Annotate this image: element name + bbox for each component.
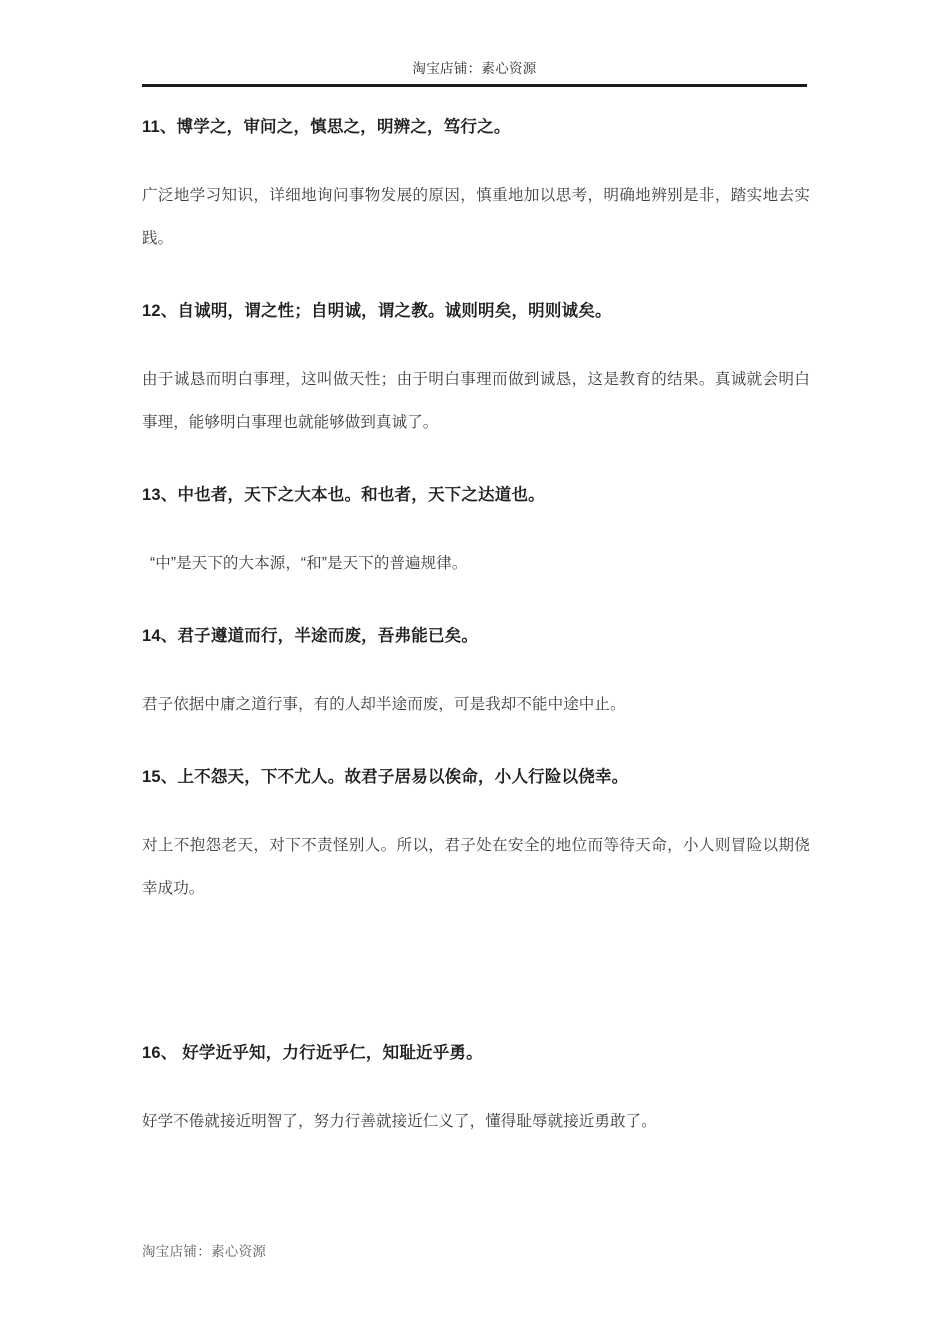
entry-12 <box>142 296 810 444</box>
header-divider <box>142 84 807 87</box>
page-footer <box>142 1243 810 1261</box>
spacer <box>142 510 810 542</box>
spacer <box>142 444 810 480</box>
entry-13 <box>142 480 810 585</box>
spacer <box>142 260 810 296</box>
spacer <box>142 792 810 824</box>
entry-14 <box>142 621 810 726</box>
entry-heading: 16、 好学近乎知，力行近乎仁，知耻近乎勇。 <box>142 1044 483 1062</box>
document-content <box>142 112 810 1143</box>
entry-16 <box>142 1038 810 1143</box>
spacer <box>142 142 810 174</box>
entry-body: 对上不抱怨老天，对下不责怪别人。所以，君子处在安全的地位而等待天命，小人则冒险以期侥幸成功。 <box>142 837 810 897</box>
entry-body: 好学不倦就接近明智了，努力行善就接近仁义了，懂得耻辱就接近勇敢了。 <box>142 1113 657 1130</box>
page-header <box>142 60 807 87</box>
spacer <box>142 326 810 358</box>
entry-body: 君子依据中庸之道行事，有的人却半途而废，可是我却不能中途中止。 <box>142 696 626 713</box>
page-footer-text: 淘宝店铺：素心资源 <box>142 1244 267 1259</box>
entry-body: “中”是天下的大本源，“和”是天下的普遍规律。 <box>150 555 468 572</box>
entry-heading: 12、自诚明，谓之性；自明诚，谓之教。诚则明矣，明则诚矣。 <box>142 302 612 320</box>
entry-15 <box>142 762 810 910</box>
page-header-text: 淘宝店铺：素心资源 <box>412 61 537 76</box>
section-spacer <box>142 910 810 1038</box>
entry-body: 广泛地学习知识，详细地询问事物发展的原因，慎重地加以思考，明确地辨别是非，踏实地去实践。 <box>142 187 810 247</box>
entry-body: 由于诚恳而明白事理，这叫做天性；由于明白事理而做到诚恳，这是教育的结果。真诚就会明白事理，能够明白事理也就能够做到真诚了。 <box>142 371 810 431</box>
spacer <box>142 726 810 762</box>
entry-11 <box>142 112 810 260</box>
entry-heading: 14、君子遵道而行，半途而废，吾弗能已矣。 <box>142 627 479 645</box>
spacer <box>142 651 810 683</box>
entry-heading: 13、中也者，天下之大本也。和也者，天下之达道也。 <box>142 486 545 504</box>
entry-heading: 11、博学之，审问之，慎思之，明辨之，笃行之。 <box>142 118 511 136</box>
entry-heading: 15、上不怨天，下不尤人。故君子居易以俟命，小人行险以侥幸。 <box>142 768 629 786</box>
spacer <box>142 1068 810 1100</box>
spacer <box>142 585 810 621</box>
